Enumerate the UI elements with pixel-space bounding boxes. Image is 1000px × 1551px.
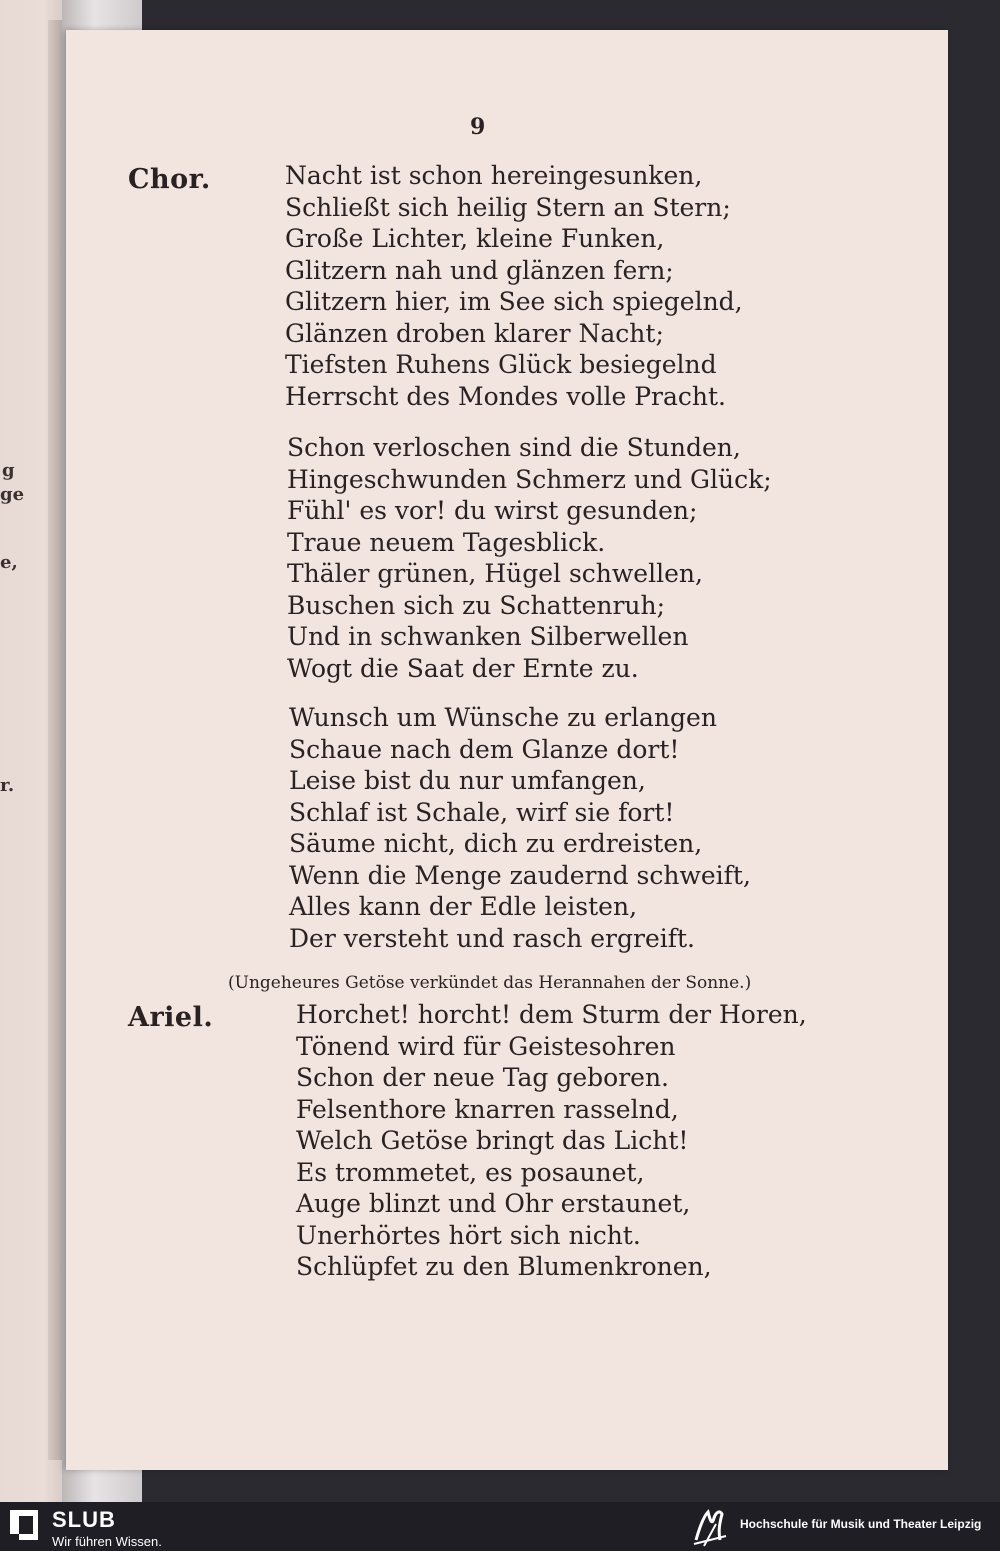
footer-bar xyxy=(0,1502,1000,1551)
verse-line: Wunsch um Wünsche zu erlangen xyxy=(289,703,717,732)
verse-line: Glitzern nah und glänzen fern; xyxy=(285,255,674,285)
page-number: 9 xyxy=(470,114,486,140)
left-page-fragment: g xyxy=(2,460,15,481)
stage-direction: (Ungeheures Getöse verkündet das Herannahen der Sonne.) xyxy=(228,973,752,993)
left-page-fragment: e, xyxy=(0,552,18,573)
verse-line: Es trommetet, es posaunet, xyxy=(296,1157,645,1187)
verse-line: Schlüpfet zu den Blumenkronen, xyxy=(296,1252,712,1281)
left-page-fragment: ge xyxy=(0,484,25,505)
left-page-text-fragments xyxy=(0,0,62,1502)
verse-line: Schließt sich heilig Stern an Stern; xyxy=(285,192,731,222)
verse-line: Wogt die Saat der Ernte zu. xyxy=(287,653,639,683)
slub-name: SLUB xyxy=(52,1507,116,1532)
left-page-fragment: r. xyxy=(0,775,15,796)
verse-line: Unerhörtes hört sich nicht. xyxy=(296,1220,641,1250)
verse-line: Der versteht und rasch ergreift. xyxy=(289,923,695,953)
speaker-chor: Chor. xyxy=(128,164,211,195)
verse-line: Hingeschwunden Schmerz und Glück; xyxy=(287,464,772,494)
verse-line: Alles kann der Edle leisten, xyxy=(289,892,638,921)
verse-line: Schaue nach dem Glanze dort! xyxy=(289,734,680,764)
hmt-name: Hochschule für Musik und Theater Leipzig xyxy=(740,1517,982,1531)
verse-line: Horchet! horcht! dem Sturm der Horen, xyxy=(296,1000,807,1029)
verse-line: Leise bist du nur umfangen, xyxy=(289,766,646,795)
verse-line: Schon verloschen sind die Stunden, xyxy=(287,433,741,462)
speaker-ariel: Ariel. xyxy=(128,1002,214,1033)
verse-stanza xyxy=(289,702,751,954)
verse-line: Nacht ist schon hereingesunken, xyxy=(285,161,703,190)
verse-line: Fühl' es vor! du wirst gesunden; xyxy=(287,496,698,525)
slub-logo-icon xyxy=(10,1510,38,1540)
verse-line: Traue neuem Tagesblick. xyxy=(287,527,606,557)
verse-line: Glänzen droben klarer Nacht; xyxy=(285,318,664,348)
verse-line: Glitzern hier, im See sich spiegelnd, xyxy=(285,287,743,316)
hmt-logo-icon xyxy=(690,1506,730,1548)
verse-line: Wenn die Menge zaudernd schweift, xyxy=(289,860,751,890)
verse-stanza xyxy=(285,160,743,412)
slub-slogan: Wir führen Wissen. xyxy=(52,1534,162,1549)
verse-line: Felsenthore knarren rasselnd, xyxy=(296,1094,679,1124)
verse-line: Welch Getöse bringt das Licht! xyxy=(296,1126,689,1155)
verse-line: Auge blinzt und Ohr erstaunet, xyxy=(296,1189,691,1218)
verse-line: Buschen sich zu Schattenruh; xyxy=(287,590,666,620)
verse-line: Herrscht des Mondes volle Pracht. xyxy=(285,381,727,411)
verse-line: Säume nicht, dich zu erdreisten, xyxy=(289,829,703,858)
verse-line: Tönend wird für Geistesohren xyxy=(296,1031,676,1061)
verse-line: Thäler grünen, Hügel schwellen, xyxy=(287,559,703,588)
verse-stanza xyxy=(296,999,807,1283)
verse-line: Schon der neue Tag geboren. xyxy=(296,1063,669,1092)
verse-line: Tiefsten Ruhens Glück besiegelnd xyxy=(285,350,717,379)
verse-line: Und in schwanken Silberwellen xyxy=(287,622,689,651)
verse-line: Schlaf ist Schale, wirf sie fort! xyxy=(289,797,675,827)
verse-stanza xyxy=(287,432,772,684)
verse-line: Große Lichter, kleine Funken, xyxy=(285,224,665,253)
